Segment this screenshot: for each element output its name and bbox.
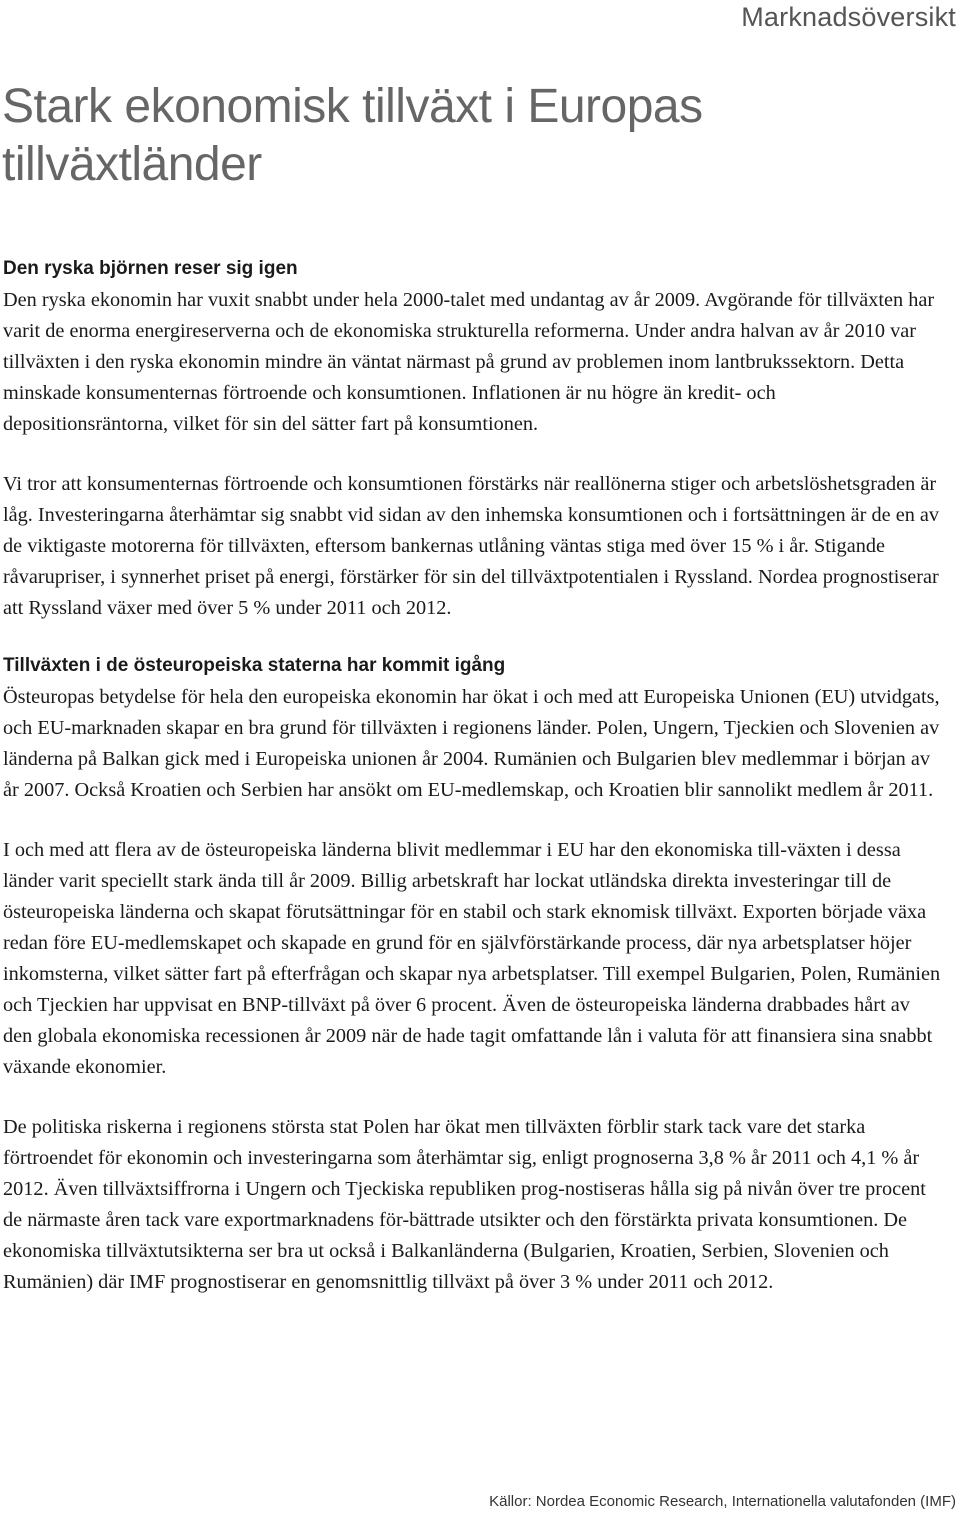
source-footnote: Källor: Nordea Economic Research, Internationella valutafonden (IMF) [489, 1493, 956, 1510]
paragraph: I och med att flera av de östeuropeiska länderna blivit medlemmar i EU har den ekonomiska till-växten i dessa länder varit speciellt stark ända till år 2009. Billig arbetskraft har lockat utländska direkta investeringar till de östeuropeiska länderna och skapat förutsättningar för en stabil och stark eknomisk tillväxt. Exporten började växa redan före EU-medlemskapet och skapade en grund för en självförstärkande process, där nya arbetsplatser höjer inkomsterna, vilket sätter fart på efterfrågan och skapar nya arbetsplatser. Till exempel Bulgarien, Polen, Rumänien och Tjeckien har uppvisat en BNP-tillväxt på över 6 procent. Även de östeuropeiska länderna drabbades hårt av den globala ekonomiska recessionen år 2009 när de hade tagit omfattande lån i valuta för att finansiera sina snabbt växande ekonomier. [3, 839, 941, 1078]
article-body [3, 258, 943, 1298]
paragraph: Östeuropas betydelse för hela den europeiska ekonomin har ökat i och med att Europeiska Unionen (EU) utvidgats, och EU-marknaden skapar en bra grund för tillväxten i regionens länder. Polen, Ungern, Tjeckien och Slovenien av länderna på Balkan gick med i Europeiska unionen år 2004. Rumänien och Bulgarien blev medlemmar i början av år 2007. Också Kroatien och Serbien har ansökt om EU-medlemskap, och Kroatien blir sannolikt medlem år 2011. [3, 686, 940, 801]
section-heading-russia: Den ryska björnen reser sig igen [3, 258, 298, 279]
page-title: Stark ekonomisk tillväxt i Europas tillväxtländer [2, 80, 703, 191]
paragraph: Vi tror att konsumenternas förtroende och konsumtionen förstärks när reallönerna stiger och arbetslöshetsgraden är låg. Investeringarna återhämtar sig snabbt vid sidan av den inhemska konsumtionen och i fortsättningen är de en av de viktigaste motorerna för tillväxten, eftersom bankernas utlåning väntas stiga med över 15 % i år. Stigande råvarupriser, i synnerhet priset på energi, förstärker för sin del tillväxtpotentialen i Ryssland. Nordea prognostiserar att Ryssland växer med över 5 % under 2011 och 2012. [3, 473, 940, 619]
section-label: Marknadsöversikt [741, 2, 956, 32]
section-heading-eastern-europe: Tillväxten i de östeuropeiska staterna har kommit igång [3, 655, 506, 676]
paragraph: Den ryska ekonomin har vuxit snabbt under hela 2000-talet med undantag av år 2009. Avgörande för tillväxten har varit de enorma energireserverna och de ekonomiska strukturella reformerna. Under andra halvan av år 2010 var tillväxten i den ryska ekonomin mindre än väntat närmast på grund av problemen inom lantbrukssektorn. Detta minskade konsumenternas förtroende och konsumtionen. Inflationen är nu högre än kredit- och depositionsräntorna, vilket för sin del sätter fart på konsumtionen. [3, 289, 935, 435]
paragraph: De politiska riskerna i regionens största stat Polen har ökat men tillväxten förblir stark tack vare det starka förtroendet för ekonomin och investeringarna som återhämtar sig, enligt prognoserna 3,8 % år 2011 och 4,1 % år 2012. Även tillväxtsiffrorna i Ungern och Tjeckiska republiken prog-nostiseras hålla sig på nivån över tre procent de närmaste åren tack vare exportmarknadens för-bättrade utsikter och den förstärkta privata konsumtionen. De ekonomiska tillväxtutsikterna ser bra ut också i Balkanländerna (Bulgarien, Kroatien, Serbien, Slovenien och Rumänien) där IMF prognostiserar en genomsnittlig tillväxt på över 3 % under 2011 och 2012. [3, 1116, 926, 1293]
